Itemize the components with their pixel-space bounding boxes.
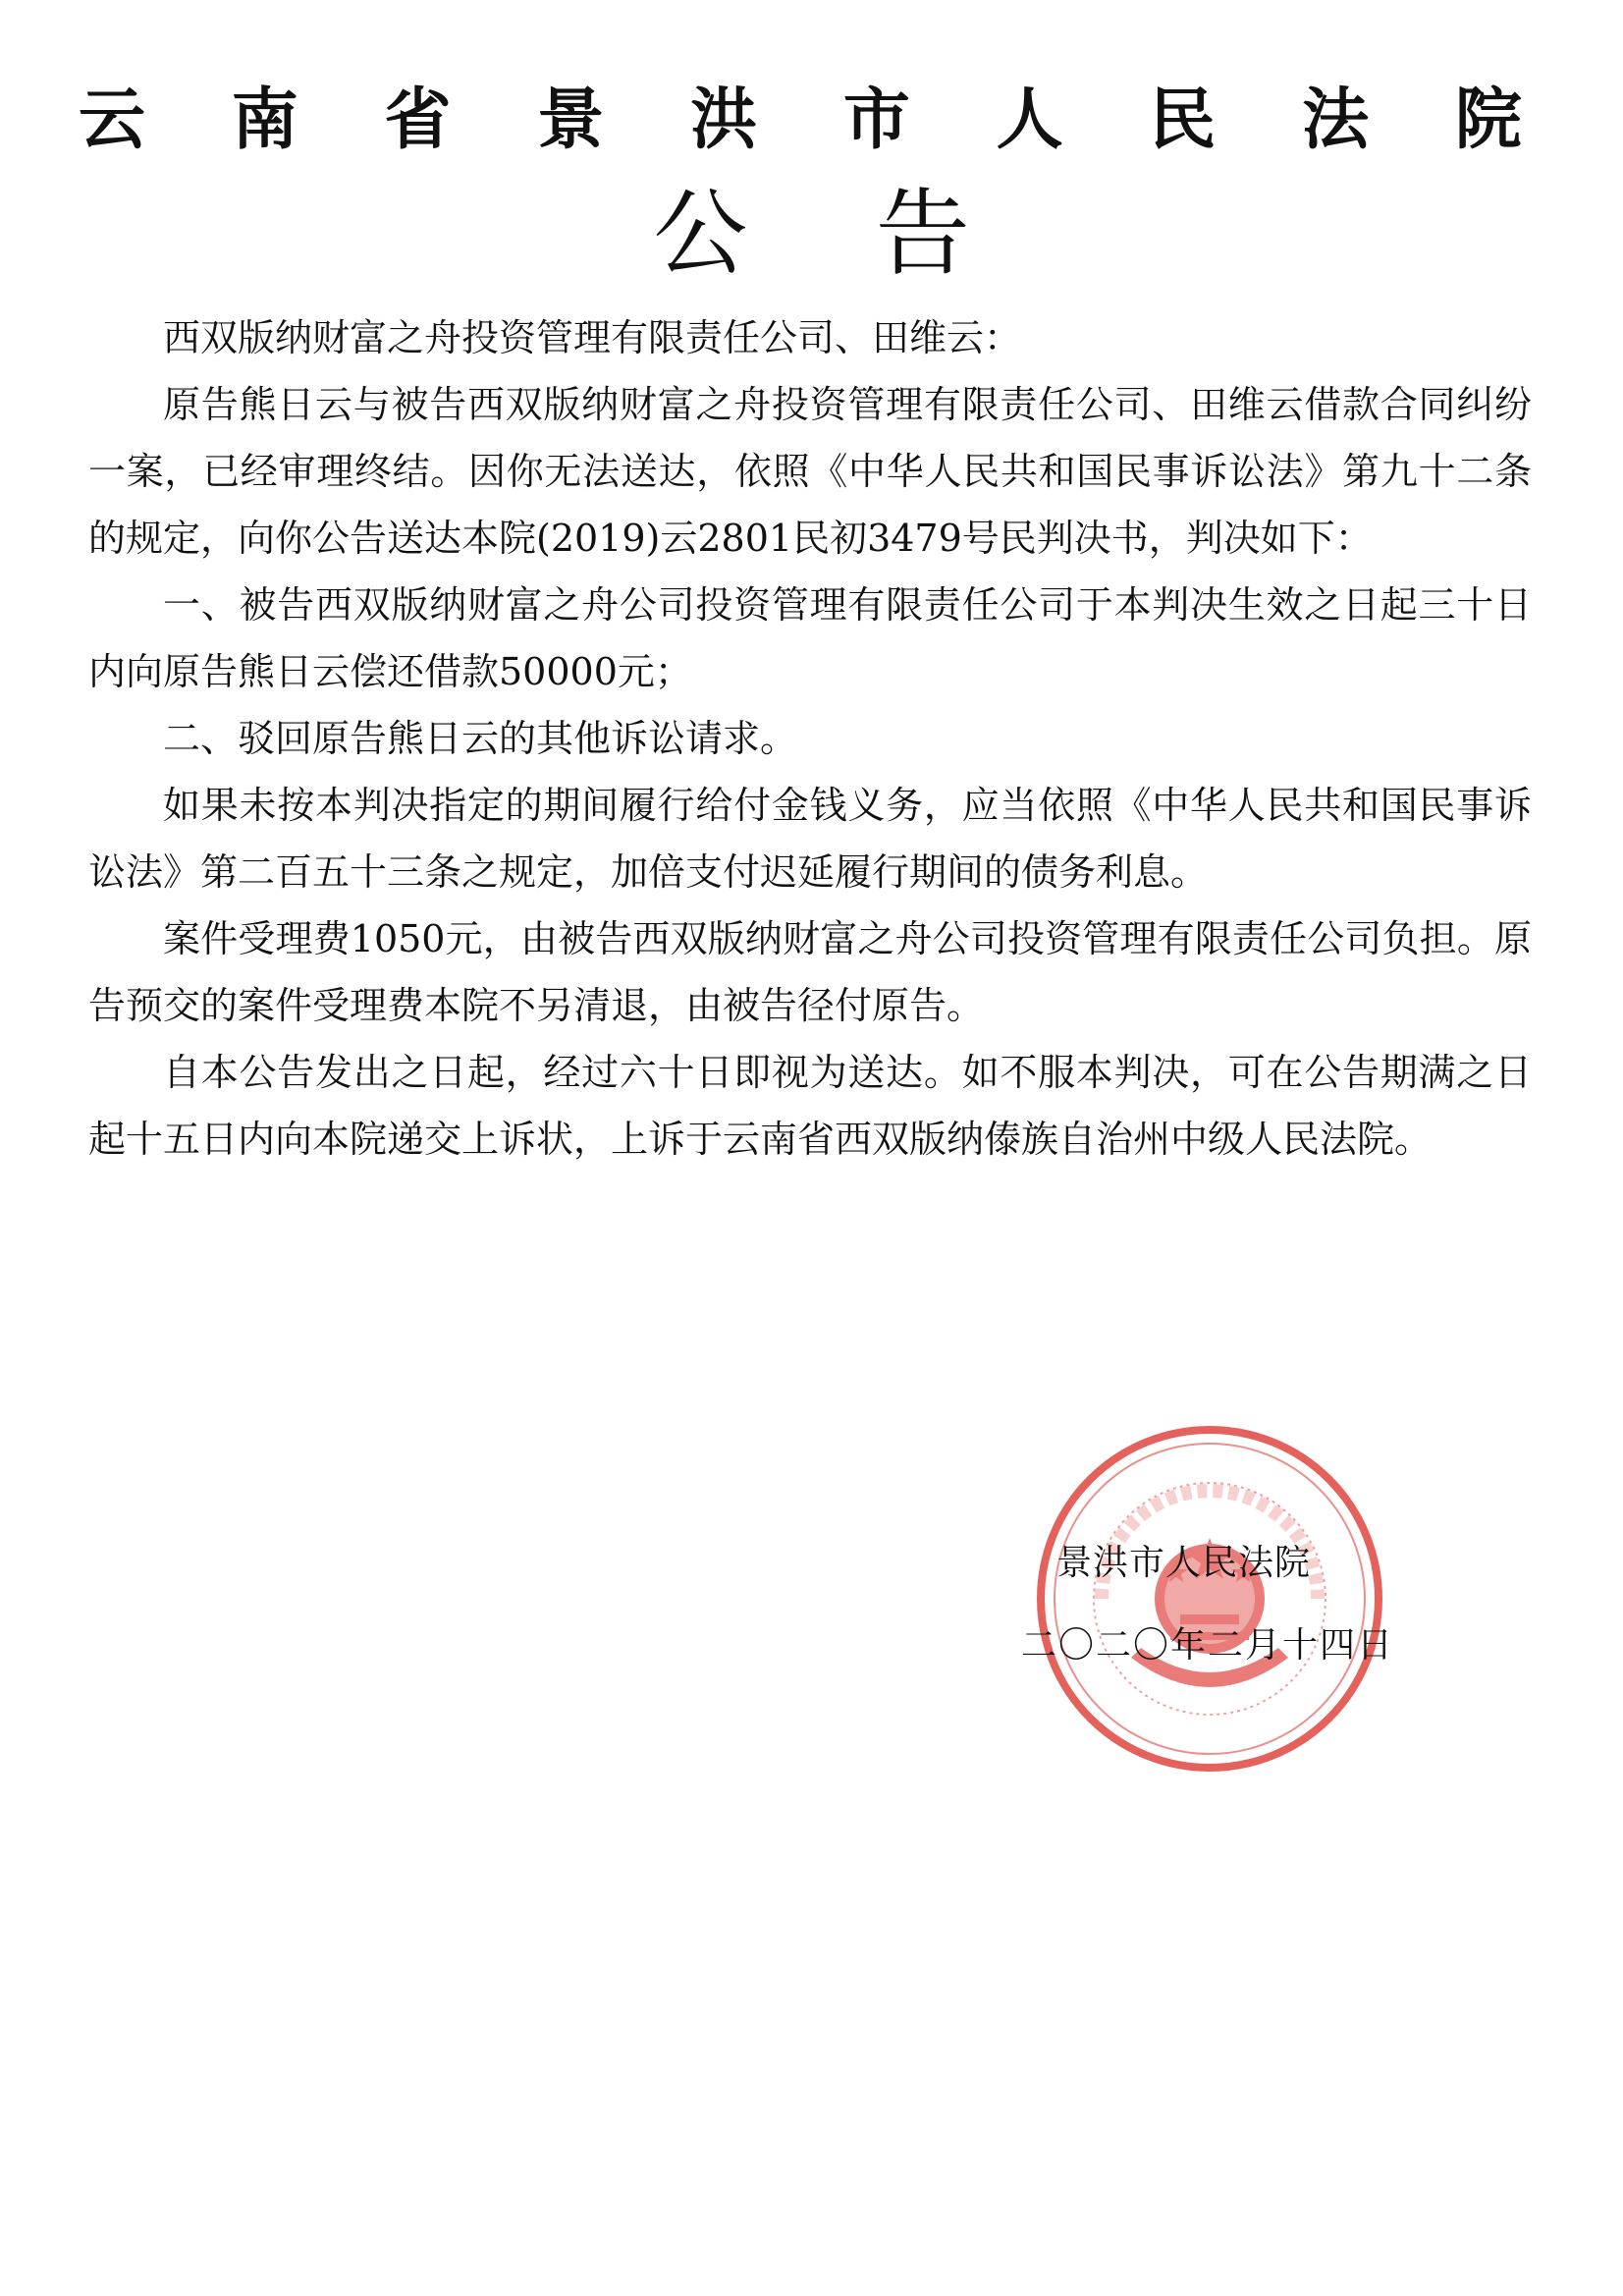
title-char: 公 [653, 179, 748, 289]
notice-body [88, 304, 1532, 1173]
court-name-char: 院 [1454, 82, 1522, 159]
fee-paragraph: 案件受理费1050元，由被告西双版纳财富之舟公司投资管理有限责任公司负担。原告预交的案件受理费本院不另清退，由被告径付原告。 [88, 917, 1532, 1027]
signature-block [1021, 1522, 1414, 1687]
court-name-char: 民 [1149, 82, 1217, 159]
case-paragraph: 原告熊日云与被告西双版纳财富之舟投资管理有限责任公司、田维云借款合同纠纷一案，已经审理终结。因你无法送达，依照《中华人民共和国民事诉讼法》第九十二条的规定，向你公告送达本院(2019)云2801民初3479号民判决书，判决如下： [88, 383, 1532, 560]
court-name-char: 景 [537, 82, 605, 159]
document-title [0, 175, 1623, 293]
appeal-paragraph: 自本公告发出之日起，经过六十日即视为送达。如不服本判决，可在公告期满之日起十五日内向本院递交上诉状，上诉于云南省西双版纳傣族自治州中级人民法院。 [88, 1051, 1532, 1161]
court-name-char: 洪 [690, 82, 758, 159]
court-name-char: 人 [996, 82, 1063, 159]
judgment-item-2: 二、驳回原告熊日云的其他诉讼请求。 [163, 717, 798, 760]
notice-date: 二〇二〇年二月十四日 [1021, 1625, 1395, 1666]
court-name-char: 法 [1302, 82, 1370, 159]
interest-paragraph: 如果未按本判决指定的期间履行给付金钱义务，应当依照《中华人民共和国民事诉讼法》第二百五十三条之规定，加倍支付迟延履行期间的债务利息。 [88, 784, 1532, 894]
court-name-char: 省 [384, 82, 452, 159]
title-char: 告 [875, 179, 970, 289]
signing-court: 景洪市人民法院 [1056, 1543, 1312, 1583]
court-name-heading [79, 77, 1522, 165]
court-name-char: 云 [79, 82, 146, 159]
judgment-item-1: 一、被告西双版纳财富之舟公司投资管理有限责任公司于本判决生效之日起三十日内向原告熊日云偿还借款50000元； [88, 583, 1532, 693]
addressee-line: 西双版纳财富之舟投资管理有限责任公司、田维云： [163, 316, 1022, 359]
court-name-char: 市 [842, 82, 910, 159]
court-name-char: 南 [231, 82, 298, 159]
